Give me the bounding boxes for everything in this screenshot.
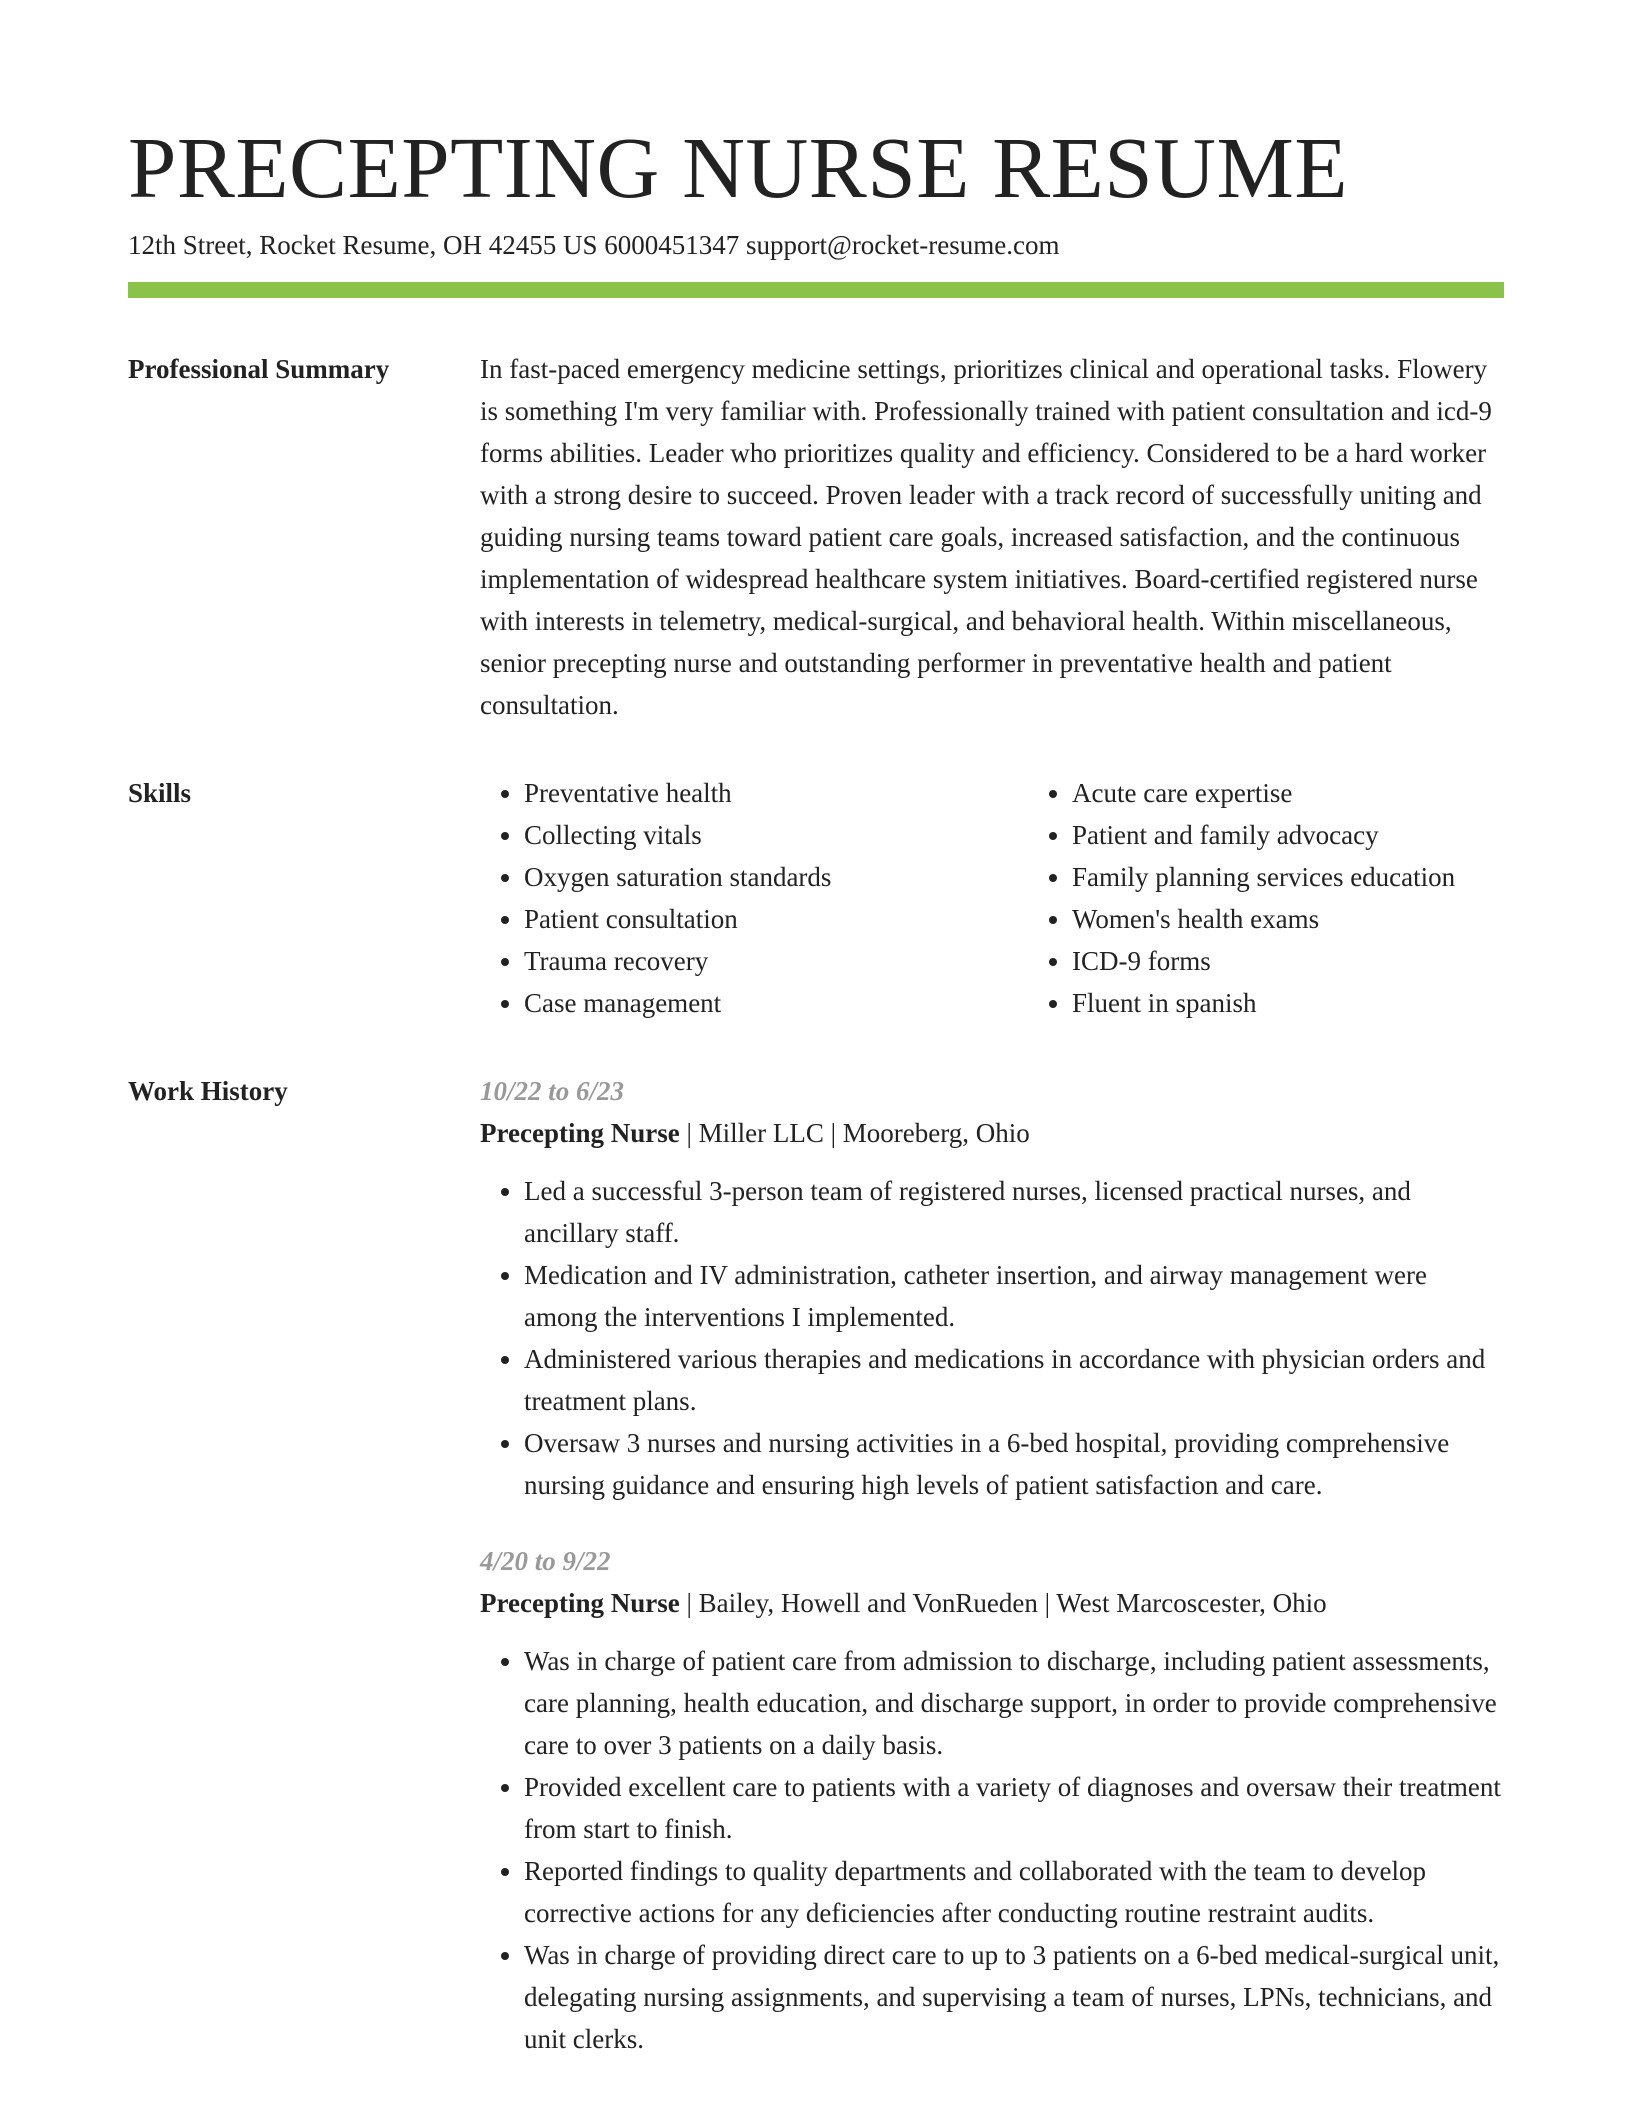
skill-item: • Fluent in spanish — [1072, 982, 1504, 1024]
work-history-content — [480, 1070, 1504, 2094]
skill-item: • Acute care expertise — [1072, 772, 1504, 814]
job-bullet: • Medication and IV administration, catheter insertion, and airway management were among the interventions I implemented. — [524, 1254, 1504, 1338]
job-date: 10/22 to 6/23 — [480, 1076, 625, 1106]
job-date: 4/20 to 9/22 — [480, 1546, 611, 1576]
accent-divider — [128, 282, 1504, 298]
job-entry — [480, 1540, 1504, 2060]
work-history-label: Work History — [128, 1076, 288, 1106]
job-heading — [480, 1112, 1504, 1154]
job-title: Precepting Nurse — [480, 1118, 680, 1148]
skill-item: • Family planning services education — [1072, 856, 1504, 898]
job-bullet: • Reported findings to quality departments and collaborated with the team to develop corrective actions for any deficiencies after conducting routine restraint audits. — [524, 1850, 1504, 1934]
job-employer-location: | Bailey, Howell and VonRueden | West Marcoscester, Ohio — [679, 1588, 1327, 1618]
job-bullet: • Oversaw 3 nurses and nursing activities in a 6-bed hospital, providing comprehensive nursing guidance and ensuring high levels of patient satisfaction and care. — [524, 1422, 1504, 1506]
skill-item: • Patient consultation — [524, 898, 1028, 940]
summary-section — [128, 348, 1504, 726]
job-bullet-list — [480, 1170, 1504, 1506]
work-history-section — [128, 1070, 1504, 2094]
resume-page — [128, 118, 1504, 2094]
skills-column-left — [480, 772, 1028, 1024]
skill-item: • Case management — [524, 982, 1028, 1024]
skill-item: • Preventative health — [524, 772, 1028, 814]
job-bullet: • Administered various therapies and medications in accordance with physician orders and treatment plans. — [524, 1338, 1504, 1422]
summary-label: Professional Summary — [128, 354, 390, 384]
job-bullet: • Was in charge of patient care from admission to discharge, including patient assessments, care planning, health education, and discharge support, in order to provide comprehensive care to over 3 patients on a daily basis. — [524, 1640, 1504, 1766]
skill-item: • Trauma recovery — [524, 940, 1028, 982]
skills-section — [128, 772, 1504, 1024]
job-bullet: • Led a successful 3-person team of registered nurses, licensed practical nurses, and ancillary staff. — [524, 1170, 1504, 1254]
job-entry — [480, 1070, 1504, 1506]
job-title: Precepting Nurse — [480, 1588, 680, 1618]
job-bullet: • Provided excellent care to patients with a variety of diagnoses and oversaw their treatment from start to finish. — [524, 1766, 1504, 1850]
skill-item: • ICD-9 forms — [1072, 940, 1504, 982]
skill-item: • Oxygen saturation standards — [524, 856, 1028, 898]
job-heading — [480, 1582, 1504, 1624]
job-bullet: • Was in charge of providing direct care to up to 3 patients on a 6-bed medical-surgical unit, delegating nursing assignments, and supervising a team of nurses, LPNs, technicians, and unit clerks. — [524, 1934, 1504, 2060]
summary-content — [480, 348, 1504, 726]
resume-title: PRECEPTING NURSE RESUME — [128, 119, 1348, 216]
skill-item: • Women's health exams — [1072, 898, 1504, 940]
summary-text: In fast-paced emergency medicine settings, prioritizes clinical and operational tasks. Flowery is something I'm very familiar with. Professionally trained with patient consultation and icd-9 forms abilities. Leader who prioritizes quality and efficiency. Considered to be a hard worker with a strong desire to succeed. Proven leader with a track record of successfully uniting and guiding nursing teams toward patient care goals, increased satisfaction, and the continuous implementation of widespread healthcare system initiatives. Board-certified registered nurse with interests in telemetry, medical-surgical, and behavioral health. Within miscellaneous, senior precepting nurse and outstanding performer in preventative health and patient consultation. — [480, 354, 1492, 720]
skills-content — [480, 772, 1504, 1024]
skill-item: • Collecting vitals — [524, 814, 1028, 856]
skill-item: • Patient and family advocacy — [1072, 814, 1504, 856]
job-bullet-list — [480, 1640, 1504, 2060]
skills-column-right — [1028, 772, 1504, 1024]
contact-line: 12th Street, Rocket Resume, OH 42455 US 6000451347 support@rocket-resume.com — [128, 230, 1060, 260]
skills-label: Skills — [128, 778, 192, 808]
job-employer-location: | Miller LLC | Mooreberg, Ohio — [679, 1118, 1030, 1148]
